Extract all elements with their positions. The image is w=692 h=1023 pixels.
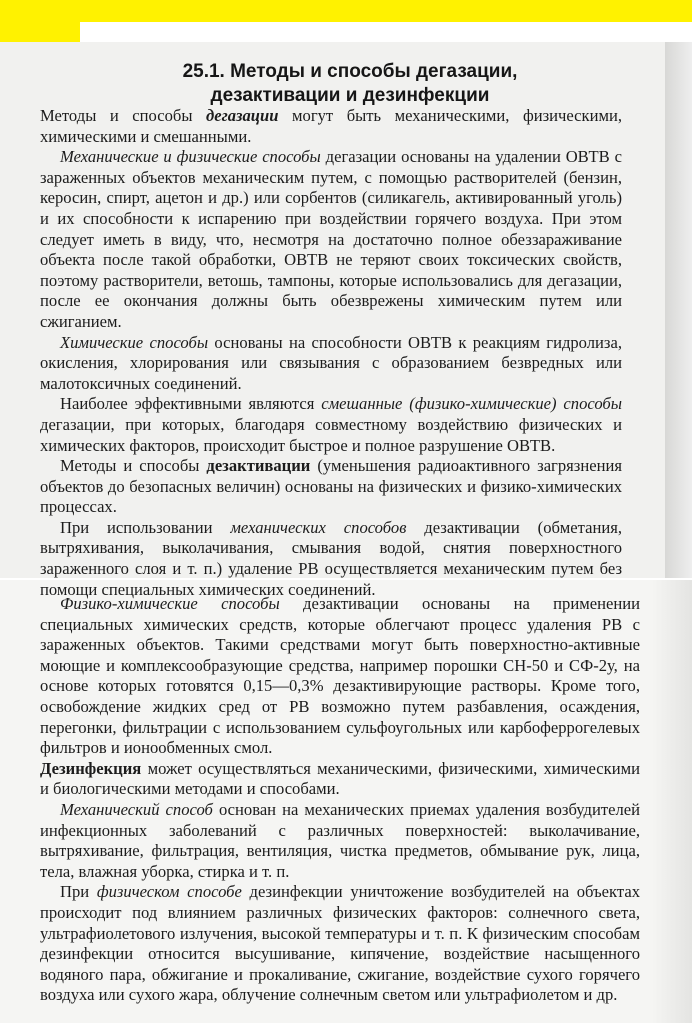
paragraph-degassing-methods	[40, 106, 622, 147]
text-run: дегазации, при которых, благодаря совместному воздействию физических и химических факторов, происходит быстрое и полное разрушение ОВТВ.	[40, 414, 622, 455]
paragraph-physicochemical	[40, 594, 640, 759]
highlight-bar-top	[0, 0, 692, 22]
text-run: дегазации основаны на удалении ОВТВ с зараженных объектов механическим путем, с помощью растворителей (бензин, керосин, спирт, ацетон и др.) или сорбентов (силикагель, активированный уголь) и их способности к испарению при воздействии горячего воздуха. При этом следует иметь в виду, что, несмотря на достаточно полное обеззараживание объекта после такой обработки, ОВТВ не теряют своих токсических свойств, поэтому растворители, ветошь, тампоны, которые использовались для дегазации, после ее окончания должны быть обезврежены химическим путем или сжиганием.	[40, 147, 622, 331]
emphasis-text: дегазации	[206, 106, 279, 125]
emphasis-text: физическом способе	[96, 882, 242, 902]
emphasis-text: смешанные (физико-химические) способы	[321, 394, 622, 414]
paragraph-disinfection	[40, 759, 640, 800]
section-title-line2: дезактивации и дезинфекции	[210, 84, 490, 106]
paragraph-mixed	[40, 394, 622, 456]
emphasis-text: Механический способ	[60, 799, 213, 819]
emphasis-text: дезактивации	[206, 456, 311, 476]
emphasis-text: механических способов	[230, 517, 407, 537]
text-block-top	[40, 106, 622, 600]
text-run: основаны на способности ОВТВ к реакциям гидролиза, окисления, хлорирования или связывания с образованием безвредных или малотоксичных соединений.	[40, 332, 622, 393]
paragraph-mechanical-decontamination	[40, 518, 622, 600]
emphasis-text: Химические способы	[60, 332, 209, 352]
text-run: могут быть механическими, физическими, химическими и смешанными.	[40, 106, 622, 146]
text-run: (уменьшения радиоактивного загрязнения объектов до безопасных величин) основаны на физических и физико-химических процессах.	[40, 456, 622, 517]
emphasis-text: Физико-химические способы	[60, 594, 280, 613]
text-run: Наиболее эффективными являются	[60, 394, 322, 414]
paragraph-decontamination-methods	[40, 456, 622, 518]
emphasis-text: Дезинфекция	[40, 758, 142, 778]
scan-page-top-edge	[665, 42, 692, 578]
text-run: При использовании	[60, 517, 231, 537]
text-run: может осуществляться механическими, физическими, химическими и биологическими методами и способами.	[40, 758, 640, 799]
text-block-bottom	[40, 594, 640, 1006]
text-run: При	[60, 882, 97, 902]
text-run: Методы и способы	[60, 456, 207, 476]
text-run: дезактивации основаны на применении специальных химических средств, которые облегчают процесс удаления РВ с зараженных объектов. Такими средствами могут быть поверхностно-активные моющие и комплексообразующие средства, например порошки СН-50 и СФ-2у, на основе которых готовятся 0,15—0,3% дезактивирующие растворы. Кроме того, освобождение жидких сред от РВ возможно путем разбавления, осаждения, перегонки, фильтрации с использованием сульфоугольных или карбоферрогелевых фильтров и ионообменных смол.	[40, 594, 640, 758]
text-run: дезинфекции уничтожение возбудителей на объектах происходит под влиянием различных физических факторов: солнечного света, ультрафиолетового излучения, высокой температуры и т. п. К физическим способам дезинфекции относится высушивание, кипячение, воздействие насыщенного водяного пара, обжигание и прокаливание, сжигание, воздействие сухого горячего воздуха или сухого жара, облучение солнечным светом или ультрафиолетом и др.	[40, 882, 640, 1005]
paragraph-mechanical-physical	[40, 147, 622, 332]
highlight-tab	[0, 22, 80, 42]
section-title	[40, 60, 660, 108]
text-run: Методы и способы	[40, 106, 207, 125]
emphasis-text: Механические и физические способы	[60, 147, 321, 167]
paragraph-chemical	[40, 333, 622, 395]
text-run: основан на механических приемах удаления возбудителей инфекционных заболеваний с различных поверхностей: выколачивание, вытряхивание, фильтрация, вентиляция, чистка предметов, обмывание рук, лица, тела, влажная уборка, стирка и т. п.	[40, 799, 640, 881]
scan-page-bottom-edge	[652, 580, 692, 1023]
section-title-line1: 25.1. Методы и способы дегазации,	[182, 60, 518, 82]
text-run: дезактивации (обметания, вытряхивания, выколачивания, смывания водой, снятия поверхностного зараженного слоя и т. п.) удаление РВ осуществляется механическим путем без помощи специальных химических соединений.	[40, 517, 623, 599]
paragraph-mechanical-disinfection	[40, 800, 640, 882]
paragraph-physical-disinfection	[40, 882, 640, 1006]
